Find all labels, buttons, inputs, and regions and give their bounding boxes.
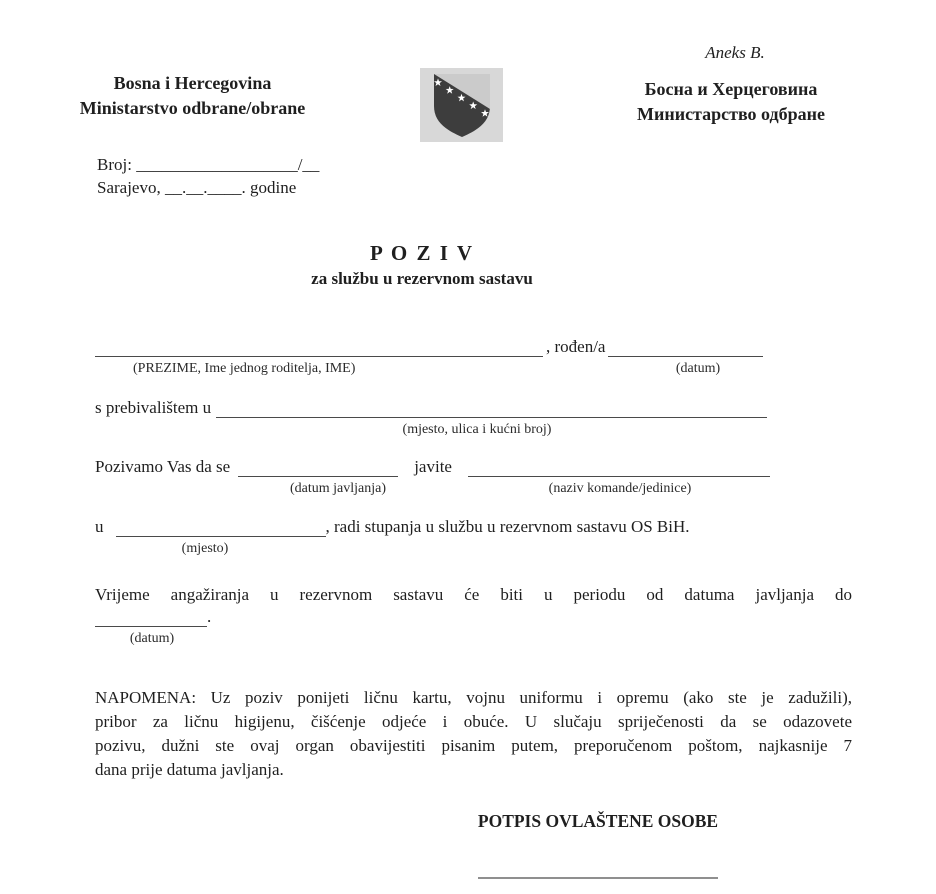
bih-coat-of-arms bbox=[420, 68, 503, 142]
reference-date-line: Sarajevo, __.__.____. godine bbox=[97, 178, 297, 197]
command-caption: (naziv komande/jedinice) bbox=[548, 481, 692, 496]
name-field-caption: (PREZIME, Ime jednog roditelja, IME) bbox=[133, 361, 356, 376]
form-line-reporting bbox=[95, 457, 770, 477]
engagement-period-punctuation: . bbox=[207, 607, 212, 626]
place-caption: (mjesto) bbox=[181, 541, 229, 556]
blank-field-residence-line bbox=[216, 397, 767, 418]
header-right-ministry: Министарство одбране bbox=[636, 104, 826, 124]
form-line2-text: s prebivalištem u bbox=[95, 398, 212, 417]
header-left bbox=[60, 71, 325, 121]
document-title: P O Z I V bbox=[370, 241, 474, 265]
signature-line bbox=[478, 877, 718, 879]
period-date-caption: (datum) bbox=[129, 631, 175, 646]
header-left-ministry: Ministarstvo odbrane/obrane bbox=[79, 98, 306, 118]
note-line-1: NAPOMENA: Uz poziv ponijeti ličnu kartu, vojnu uniformu i opremu (ako ste je zadužili), bbox=[95, 688, 852, 707]
form-line3-text-middle: javite bbox=[414, 457, 452, 476]
form-line1-text: , rođen/a bbox=[546, 337, 606, 356]
note-paragraph bbox=[95, 686, 852, 782]
blank-field-reporting-date-line bbox=[238, 456, 398, 477]
reporting-date-caption: (datum javljanja) bbox=[289, 481, 387, 496]
blank-field-command-line bbox=[468, 456, 770, 477]
note-line-2: pribor za ličnu higijenu, čišćenje odjeće i obuće. U slučaju spriječenosti da se odazovete bbox=[95, 712, 852, 731]
form-line4-text-prefix: u bbox=[95, 517, 104, 536]
blank-field-name-line bbox=[95, 336, 543, 357]
note-line-3: pozivu, dužni ste ovaj organ obavijestiti pisanim putem, preporučenom poštom, najkasnije 7 bbox=[95, 736, 852, 755]
form-line-name bbox=[95, 337, 763, 357]
blank-field-period-date-line bbox=[95, 606, 207, 627]
note-line-4: dana prije datuma javljanja. bbox=[95, 760, 284, 779]
birthdate-field-caption: (datum) bbox=[675, 361, 721, 376]
reference-number-line: Broj: ___________________/__ bbox=[97, 155, 320, 174]
blank-field-place-line bbox=[116, 516, 326, 537]
residence-field-caption: (mjesto, ulica i kućni broj) bbox=[402, 422, 552, 437]
blank-field-birthdate-line bbox=[608, 336, 763, 357]
annex-label: Aneks B. bbox=[705, 43, 765, 62]
engagement-period-text: Vrijeme angažiranja u rezervnom sastavu će biti u periodu od datuma javljanja do bbox=[95, 585, 852, 604]
engagement-period-field-row bbox=[95, 607, 852, 627]
document-subtitle: za službu u rezervnom sastavu bbox=[311, 269, 533, 288]
form-line-place bbox=[95, 517, 855, 537]
signature-heading: POTPIS OVLAŠTENE OSOBE bbox=[477, 811, 719, 831]
header-right-country: Босна и Херцеговина bbox=[644, 79, 818, 99]
reference-block bbox=[97, 153, 319, 199]
form-line3-text-prefix: Pozivamo Vas da se bbox=[95, 457, 231, 476]
header-right bbox=[606, 77, 856, 127]
form-line-residence bbox=[95, 398, 767, 418]
form-line4-text-suffix: , radi stupanja u službu u rezervnom sastavu OS BiH. bbox=[325, 517, 690, 536]
header-left-country: Bosna i Hercegovina bbox=[113, 73, 272, 93]
